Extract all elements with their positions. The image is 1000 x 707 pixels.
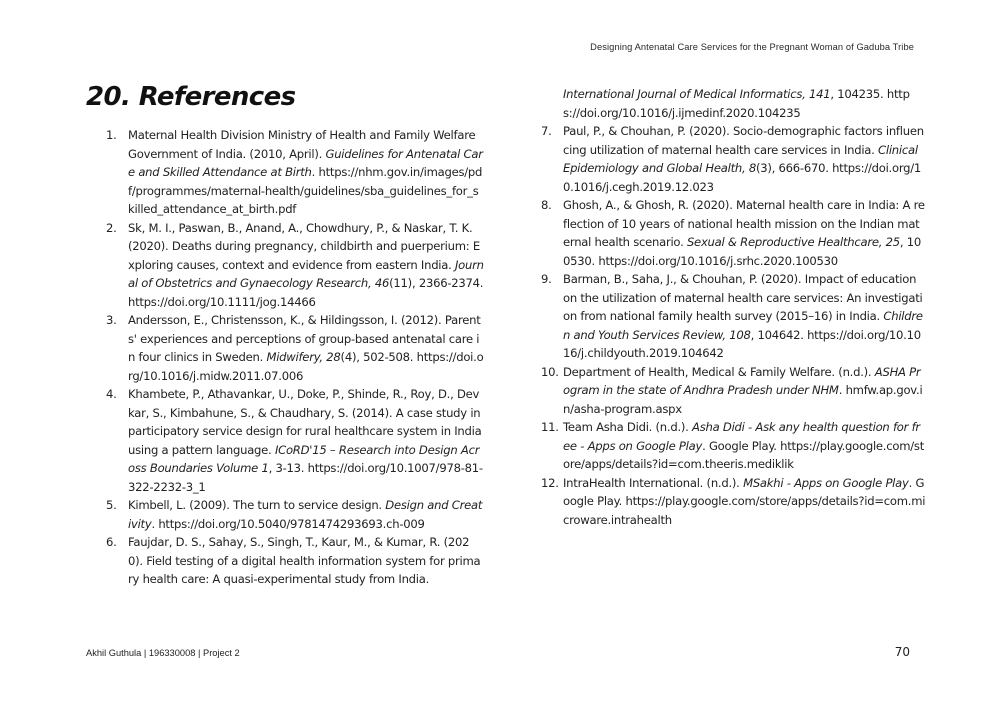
reference-item xyxy=(106,385,484,496)
reference-link[interactable]: . hmfw.ap.gov.in/asha-program.aspx xyxy=(563,383,923,416)
reference-link[interactable]: (4), 502-508. https://doi.org/10.1016/j.midw.2011.07.006 xyxy=(128,350,484,383)
reference-number: 1. xyxy=(106,128,117,142)
reference-number: 9. xyxy=(541,272,552,286)
reference-item xyxy=(106,126,484,219)
reference-authors: Kimbell, L. (2009). The turn to service design. xyxy=(128,498,386,512)
reference-item xyxy=(106,311,484,385)
reference-source: Guidelines for Antenatal Care and Skilled Attendance at Birth xyxy=(128,146,483,179)
reference-number: 10. xyxy=(541,364,559,379)
reference-authors: Maternal Health Division Ministry of Health and Family Welfare Government of India. (2010, April). xyxy=(128,128,476,161)
reference-source: Children and Youth Services Review, 108 xyxy=(563,309,923,342)
reference-number: 6. xyxy=(106,535,117,549)
reference-item xyxy=(541,474,926,530)
reference-number: 4. xyxy=(106,387,117,401)
reference-authors: Team Asha Didi. (n.d.). xyxy=(563,420,693,434)
reference-authors: IntraHealth International. (n.d.). xyxy=(563,475,744,490)
references-list-right xyxy=(541,85,926,529)
reference-number: 2. xyxy=(106,220,117,235)
reference-number: 8. xyxy=(541,198,552,212)
reference-authors: Paul, P., & Chouhan, P. (2020). Socio-demographic factors influencing utilization of maternal health care services in India. xyxy=(563,124,924,157)
reference-link[interactable]: . Google Play. https://play.google.com/store/apps/details?id=com.theeris.mediklik xyxy=(563,438,924,471)
reference-item xyxy=(541,418,926,474)
reference-source: Clinical Epidemiology and Global Health, 8 xyxy=(563,142,918,175)
reference-item xyxy=(106,219,484,312)
reference-source: Design and Creativity xyxy=(128,498,483,531)
reference-text xyxy=(128,313,483,383)
reference-link[interactable]: , 100530. https://doi.org/10.1016/j.srhc.2020.100530 xyxy=(563,235,922,268)
reference-number: 3. xyxy=(106,313,117,327)
reference-text xyxy=(128,128,483,216)
reference-source: ASHA Program in the state of Andhra Pradesh under NHM xyxy=(563,364,921,397)
reference-item xyxy=(541,196,926,270)
references-list-left xyxy=(106,126,484,589)
reference-text xyxy=(563,198,925,268)
reference-source: ICoRD'15 – Research into Design Across Boundaries Volume 1 xyxy=(128,442,480,475)
reference-text xyxy=(563,87,910,120)
reference-authors: Department of Health, Medical & Family Welfare. (n.d.). xyxy=(563,364,875,379)
reference-authors: Ghosh, A., & Ghosh, R. (2020). Maternal health care in India: A reflection of 10 years of national health mission on the Indian maternal health scenario. xyxy=(563,198,925,249)
reference-source: Journal of Obstetrics and Gynaecology Research, 46 xyxy=(128,257,484,290)
reference-text xyxy=(128,498,482,531)
reference-text xyxy=(563,272,923,360)
reference-item xyxy=(106,496,484,533)
reference-link[interactable]: , 3-13. https://doi.org/10.1007/978-81-322-2232-3_1 xyxy=(128,461,483,494)
reference-source: MSakhi - Apps on Google Play xyxy=(743,475,909,490)
reference-number: 11. xyxy=(541,420,559,434)
footer-author-line: Akhil Guthula | 196330008 | Project 2 xyxy=(86,648,240,658)
reference-link[interactable]: , 104642. https://doi.org/10.1016/j.childyouth.2019.104642 xyxy=(563,327,921,360)
reference-source: Midwifery, 28 xyxy=(266,350,341,364)
reference-authors: Barman, B., Saha, J., & Chouhan, P. (2020). Impact of education on the utilization of maternal health care services: An investigation from national family health survey (2015–16) in India. xyxy=(563,272,923,323)
reference-link[interactable]: (3), 666-670. https://doi.org/10.1016/j.cegh.2019.12.023 xyxy=(563,161,922,194)
reference-authors: Andersson, E., Christensson, K., & Hildingsson, I. (2012). Parents' experiences and perceptions of group-based antenatal care in four clinics in Sweden. xyxy=(128,313,481,364)
reference-text xyxy=(128,535,480,586)
reference-item xyxy=(106,533,484,589)
reference-number: 5. xyxy=(106,498,117,512)
reference-continuation xyxy=(541,85,926,122)
reference-link[interactable]: . Google Play. https://play.google.com/store/apps/details?id=com.microware.intrahealth xyxy=(563,475,926,527)
reference-source: International Journal of Medical Informatics, 141 xyxy=(563,87,831,101)
reference-source: Sexual & Reproductive Healthcare, 25 xyxy=(686,235,900,249)
reference-text xyxy=(563,124,924,194)
reference-link[interactable]: (11), 2366-2374. https://doi.org/10.1111/jog.14466 xyxy=(128,276,484,309)
reference-authors: Sk, M. I., Paswan, B., Anand, A., Chowdhury, P., & Naskar, T. K. (2020). Deaths during pregnancy, childbirth and puerperium: Exploring causes, context and evidence from eastern India. xyxy=(128,220,480,272)
page-number: 70 xyxy=(894,645,910,659)
reference-text xyxy=(563,420,924,471)
reference-authors: Faujdar, D. S., Sahay, S., Singh, T., Kaur, M., & Kumar, R. (2020). Field testing of a digital health information system for primary health care: A quasi-experimental study from India. xyxy=(128,535,481,586)
reference-item xyxy=(541,122,926,196)
reference-text xyxy=(128,221,484,309)
reference-text xyxy=(563,476,925,527)
page-title: 20. References xyxy=(86,82,296,112)
reference-text xyxy=(128,387,483,494)
reference-source: Asha Didi - Ask any health question for free - Apps on Google Play xyxy=(563,420,920,453)
reference-number: 7. xyxy=(541,124,552,138)
reference-authors: Khambete, P., Athavankar, U., Doke, P., Shinde, R., Roy, D., Devkar, S., Kimbahune, S., & Chaudhary, S. (2014). A case study in participatory service design for rural healthcare system in India using a pattern language. xyxy=(128,387,482,457)
reference-text xyxy=(563,365,922,416)
reference-item xyxy=(541,363,926,419)
reference-link[interactable]: , 104235. https://doi.org/10.1016/j.ijmedinf.2020.104235 xyxy=(563,87,910,120)
reference-item xyxy=(541,270,926,363)
reference-number: 12. xyxy=(541,475,559,490)
reference-link[interactable]: . https://nhm.gov.in/images/pdf/programmes/maternal-health/guidelines/sba_guidelines_for_skilled_attendance_at_birth.pdf xyxy=(128,165,483,216)
reference-link[interactable]: . https://doi.org/10.5040/9781474293693.ch-009 xyxy=(151,516,425,531)
running-header: Designing Antenatal Care Services for the Pregnant Woman of Gaduba Tribe xyxy=(590,42,914,52)
